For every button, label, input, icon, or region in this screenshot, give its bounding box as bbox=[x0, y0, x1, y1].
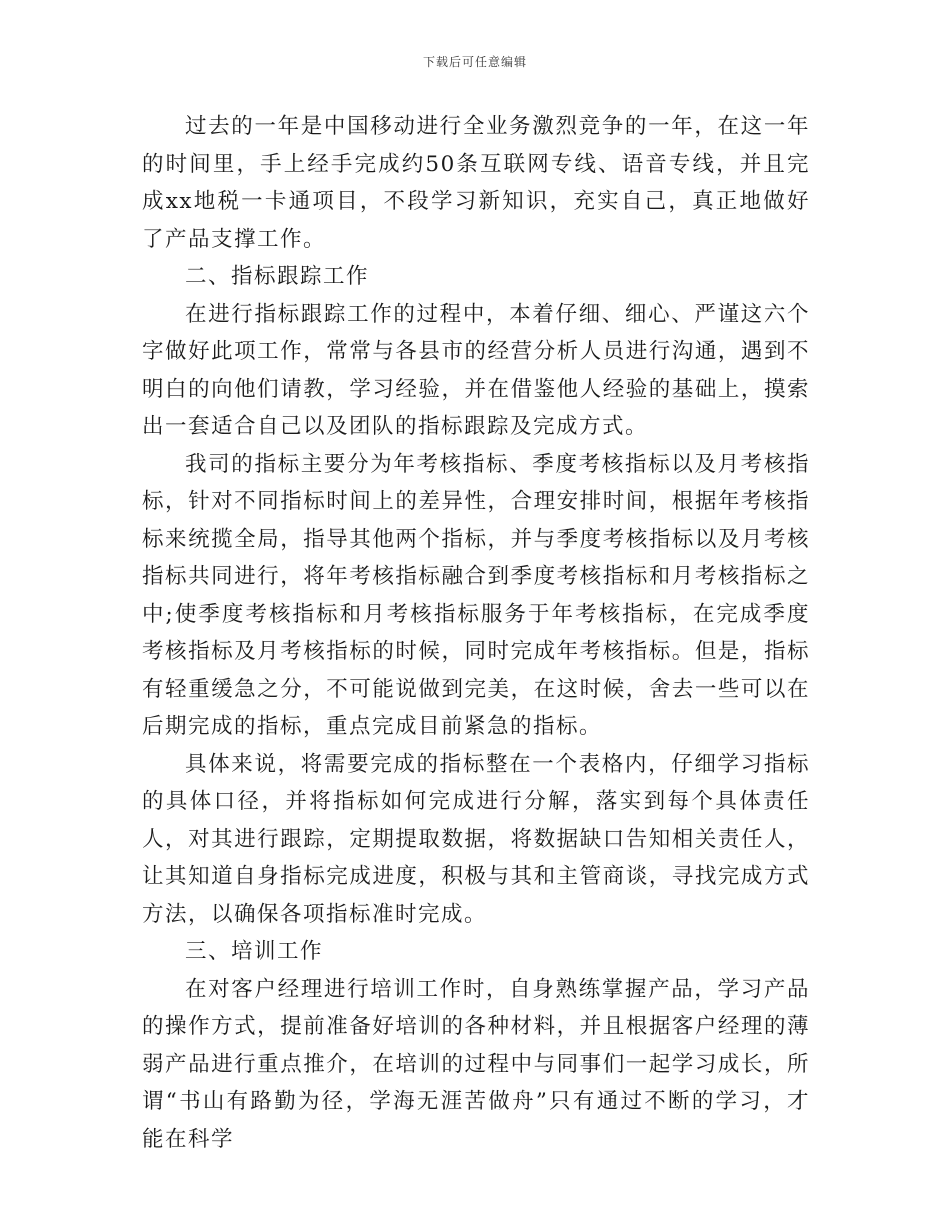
paragraph-indicator-types: 我司的指标主要分为年考核指标、季度考核指标以及月考核指标，针对不同指标时间上的差异性，合理安排时间，根据年考核指标来统揽全局，指导其他两个指标，并与季度考核指标以及月考核指标共同进行，将年考核指标融合到季度考核指标和月考核指标之中;使季度考核指标和月考核指标服务于年考核指标，在完成季度考核指标及月考核指标的时候，同时完成年考核指标。但是，指标有轻重缓急之分，不可能说做到完美，在这时候，舍去一些可以在后期完成的指标，重点完成目前紧急的指标。 bbox=[142, 451, 810, 739]
section-heading-training: 三、培训工作 bbox=[185, 939, 324, 964]
paragraph-intro: 过去的一年是中国移动进行全业务激烈竞争的一年，在这一年的时间里，手上经手完成约50条互联网专线、语音专线，并且完成xx地税一卡通项目，不段学习新知识，充实自己，真正地做好了产品支撑工作。 bbox=[142, 114, 810, 252]
section-heading-indicator-tracking: 二、指标跟踪工作 bbox=[185, 264, 370, 289]
paragraph-training: 在对客户经理进行培训工作时，自身熟练掌握产品，学习产品的操作方式，提前准备好培训的各种材料，并且根据客户经理的薄弱产品进行重点推介，在培训的过程中与同事们一起学习成长，所谓“书山有路勤为径，学海无涯苦做舟”只有通过不断的学习，才能在科学 bbox=[142, 976, 810, 1152]
paragraph-tracking-approach: 在进行指标跟踪工作的过程中，本着仔细、细心、严谨这六个字做好此项工作，常常与各县市的经营分析人员进行沟通，遇到不明白的向他们请教，学习经验，并在借鉴他人经验的基础上，摸索出一套适合自己以及团队的指标跟踪及完成方式。 bbox=[142, 301, 810, 439]
document-body bbox=[142, 108, 810, 1158]
page-header: 下载后可任意编辑 bbox=[422, 55, 527, 69]
paragraph-specific-method: 具体来说，将需要完成的指标整在一个表格内，仔细学习指标的具体口径，并将指标如何完成进行分解，落实到每个具体责任人，对其进行跟踪，定期提取数据，将数据缺口告知相关责任人，让其知道自身指标完成进度，积极与其和主管商谈，寻找完成方式方法，以确保各项指标准时完成。 bbox=[142, 751, 810, 927]
